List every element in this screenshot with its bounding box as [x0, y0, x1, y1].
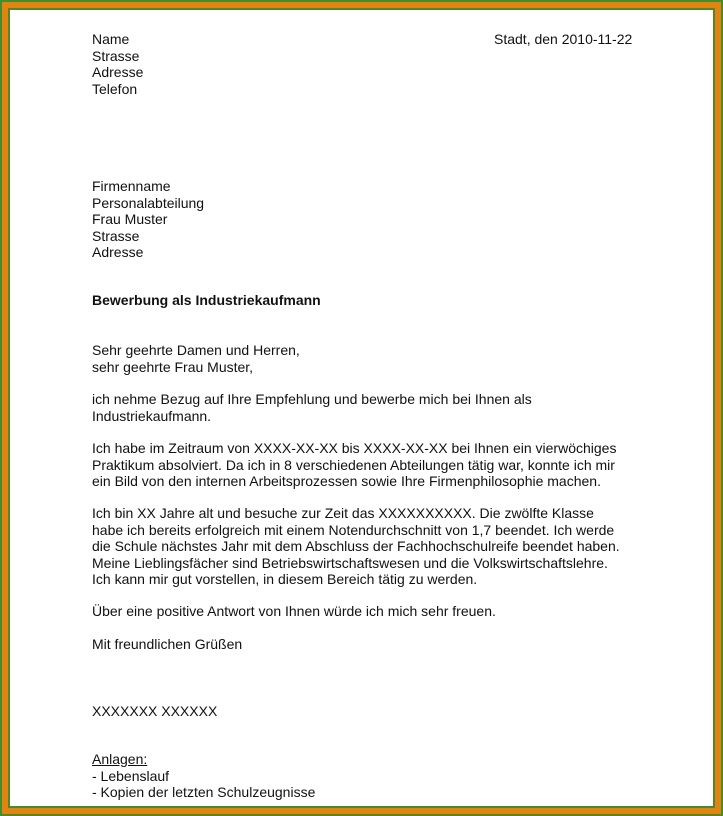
signature-name: XXXXXXX XXXXXX	[92, 703, 218, 719]
body-line: Ich kann mir gut vorstellen, in diesem Bereich tätig zu werden.	[92, 571, 478, 587]
attachments-heading: Anlagen:	[92, 751, 148, 767]
body-line: Industriekaufmann.	[92, 407, 212, 424]
recipient-address: Adresse	[92, 244, 144, 260]
recipient-department: Personalabteilung	[92, 194, 205, 211]
body-line: Meine Lieblingsfächer sind Betriebswirtschaftswesen und die Volkswirtschaftslehre.	[92, 554, 608, 571]
body-line: ein Bild von den internen Arbeitsprozessen sowie Ihre Firmenphilosophie machen.	[92, 473, 601, 489]
body-line: Ich habe im Zeitraum von XXXX-XX-XX bis XXXX-XX-XX bei Ihnen ein vierwöchiges	[92, 440, 617, 456]
salutation-line: sehr geehrte Frau Muster,	[92, 358, 254, 375]
sender-street: Strasse	[92, 47, 140, 64]
subject-line: Bewerbung als Industriekaufmann	[92, 292, 321, 308]
attachment-item: - Lebenslauf	[92, 767, 170, 784]
recipient-contact: Frau Muster	[92, 211, 168, 227]
recipient-company: Firmenname	[92, 178, 171, 194]
sender-name: Name	[92, 31, 130, 47]
recipient-street: Strasse	[92, 227, 140, 244]
closing-line: Mit freundlichen Grüßen	[92, 636, 243, 652]
body-line: habe ich bereits erfolgreich mit einem Notendurchschnitt von 1,7 beendet. Ich werde	[92, 521, 615, 538]
body-line: Praktikum absolviert. Da ich in 8 verschiedenen Abteilungen tätig war, konnte ich mir	[92, 456, 615, 473]
body-line: Ich bin XX Jahre alt und besuche zur Zeit das XXXXXXXXXX. Die zwölfte Klasse	[92, 505, 594, 521]
attachment-item: - Kopien der letzten Schulzeugnisse	[92, 784, 316, 800]
sender-address: Adresse	[92, 64, 144, 80]
body-line: die Schule nächstes Jahr mit dem Abschluss der Fachhochschulreife beendet haben.	[92, 538, 620, 554]
place-date: Stadt, den 2010-11-22	[494, 31, 633, 47]
body-line: ich nehme Bezug auf Ihre Empfehlung und bewerbe mich bei Ihnen als	[92, 391, 532, 407]
body-line: Über eine positive Antwort von Ihnen würde ich mich sehr freuen.	[92, 603, 496, 619]
sender-phone: Telefon	[92, 80, 138, 97]
salutation-line: Sehr geehrte Damen und Herren,	[92, 342, 300, 358]
